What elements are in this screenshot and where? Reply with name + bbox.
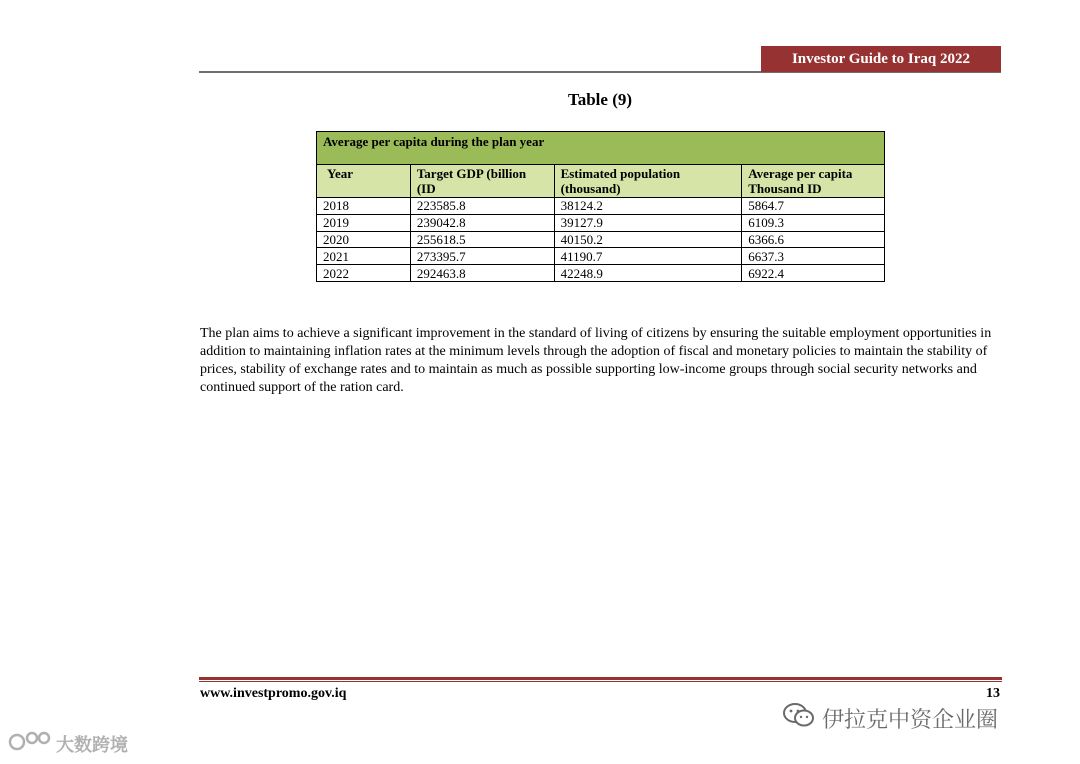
watermark-left (8, 730, 128, 757)
table-cell: 6637.3 (742, 248, 885, 265)
table-cell: 255618.5 (410, 231, 554, 248)
table-row (317, 248, 885, 265)
column-header: Year (317, 165, 411, 198)
table-cell: 5864.7 (742, 198, 885, 215)
table-title: Table (9) (567, 90, 633, 109)
column-header: Average per capita Thousand ID (742, 165, 885, 198)
table-cell: 41190.7 (554, 248, 742, 265)
table-cell: 6922.4 (742, 265, 885, 282)
column-header: Estimated population (thousand) (554, 165, 742, 198)
table-cell: 2018 (317, 198, 411, 215)
watermark-right (782, 702, 998, 734)
column-header: Target GDP (billion (ID (410, 165, 554, 198)
table-cell: 39127.9 (554, 214, 742, 231)
table-cell: 292463.8 (410, 265, 554, 282)
watermark-left-text: 大数跨境 (56, 734, 128, 756)
footer-rule (199, 677, 1002, 680)
table-row (317, 198, 885, 215)
table-cell: 2020 (317, 231, 411, 248)
table-cell: 6109.3 (742, 214, 885, 231)
logo-icon (8, 730, 52, 757)
table-cell: 2021 (317, 248, 411, 265)
table-row (317, 214, 885, 231)
table-cell: 6366.6 (742, 231, 885, 248)
table-cell: 2022 (317, 265, 411, 282)
table-cell: 273395.7 (410, 248, 554, 265)
footer-url[interactable]: www.investpromo.gov.iq (200, 686, 347, 701)
header-banner: Investor Guide to Iraq 2022 (761, 46, 1001, 72)
table-row (317, 231, 885, 248)
table-cell: 239042.8 (410, 214, 554, 231)
table-cell: 2019 (317, 214, 411, 231)
table-row (317, 265, 885, 282)
table-cell: 40150.2 (554, 231, 742, 248)
data-table (316, 131, 885, 282)
table-caption-row (317, 132, 885, 165)
watermark-right-text: 伊拉克中资企业圈 (822, 707, 999, 733)
table-cell: 223585.8 (410, 198, 554, 215)
table-caption: Average per capita during the plan year (317, 132, 885, 165)
table-cell: 38124.2 (554, 198, 742, 215)
body-paragraph: The plan aims to achieve a significant improvement in the standard of living of citizens by ensuring the suitable employment opportunities in addition to maintaining inflation rates at the minimum levels through the adoption of fiscal and monetary policies to maintain the stability of prices, stability of exchange rates and to maintain as much as possible supporting low-income groups through social security networks and continued support of the ration card. (200, 326, 992, 395)
footer-rule-thin (199, 681, 1002, 682)
table-header-row (317, 165, 885, 198)
page-number: 13 (986, 686, 1000, 701)
wechat-icon (782, 702, 816, 734)
table-cell: 42248.9 (554, 265, 742, 282)
